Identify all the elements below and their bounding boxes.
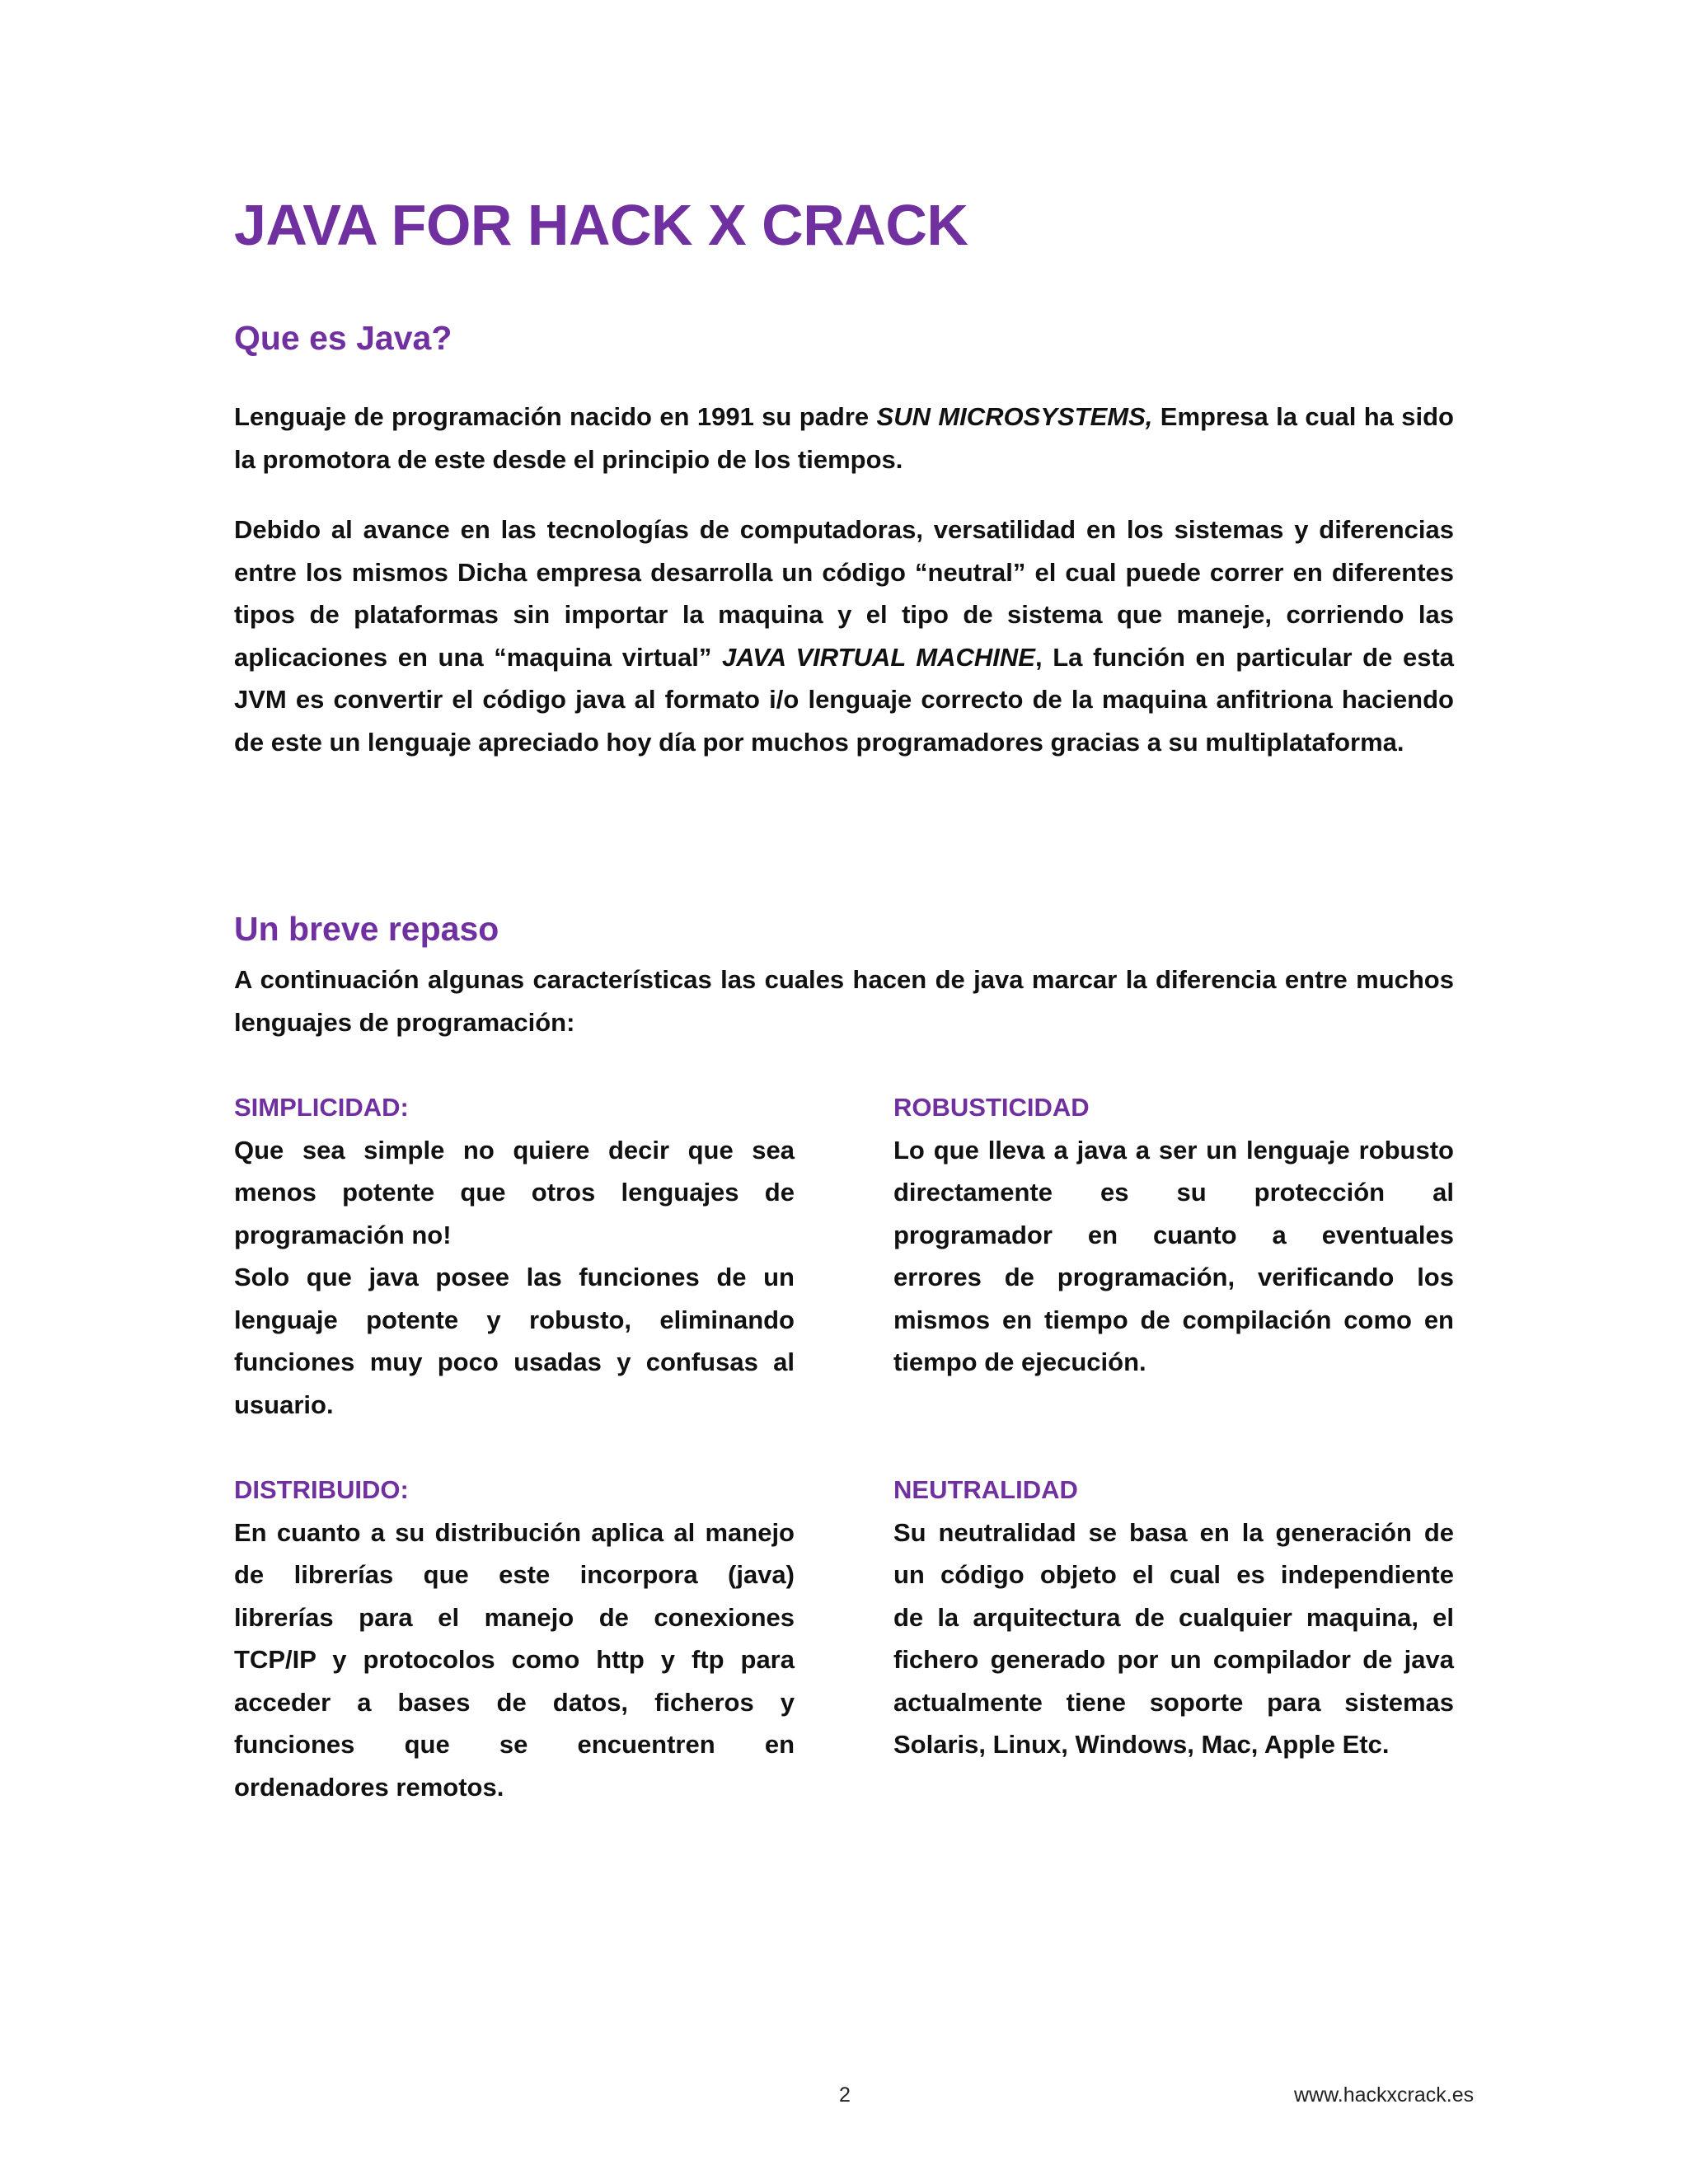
feature-body-distribuido (234, 1511, 795, 1809)
emphasis-sun-microsystems: SUN MICROSYSTEMS, (876, 402, 1153, 431)
text-line: Que sea simple no quiere decir que sea (234, 1135, 795, 1165)
text-run: Lenguaje de programación nacido en 1991 su padre (234, 402, 877, 431)
feature-title-robusticidad: ROBUSTICIDAD (893, 1093, 1090, 1122)
section-heading-breve-repaso: Un breve repaso (234, 910, 499, 948)
feature-neutralidad (893, 1469, 1454, 1766)
section-heading-que-es-java: Que es Java? (234, 319, 452, 357)
text-line: En cuanto a su distribución aplica al manejo (234, 1517, 795, 1547)
feature-title-neutralidad: NEUTRALIDAD (893, 1475, 1078, 1504)
feature-distribuido (234, 1469, 795, 1808)
feature-title-simplicidad: SIMPLICIDAD: (234, 1093, 409, 1122)
text-line: Su neutralidad se basa en la generación de (893, 1517, 1454, 1547)
text-line: Solo que java posee las funciones de un (234, 1263, 795, 1291)
text-line: actualmente tiene soporte para sistemas (893, 1687, 1454, 1717)
text-line: ordenadores remotos. (234, 1772, 504, 1802)
paragraph-intro-features: A continuación algunas características las cuales hacen de java marcar la diferencia entre muchos lenguajes de programación: (234, 965, 1454, 1037)
text-line: menos potente que otros lenguajes de (234, 1178, 795, 1207)
text-line: mismos en tiempo de compilación como en (893, 1305, 1454, 1334)
text-line: un código objeto el cual es independiente (893, 1560, 1454, 1589)
feature-simplicidad (234, 1086, 795, 1426)
emphasis-jvm: JAVA VIRTUAL MACHINE (721, 642, 1035, 672)
text-line: funciones muy poco usadas y confusas al (234, 1347, 795, 1376)
text-line: errores de programación, verificando los (893, 1263, 1454, 1291)
text-line: programación no! (234, 1220, 452, 1249)
text-line: fichero generado por un compilador de java (893, 1645, 1454, 1674)
feature-body-robusticidad (893, 1129, 1454, 1384)
feature-body-neutralidad (893, 1511, 1454, 1766)
text-line: Lo que lleva a java a ser un lenguaje robusto (893, 1135, 1454, 1165)
text-line: funciones que se encuentren en (234, 1730, 795, 1759)
page-number: 2 (839, 2083, 851, 2107)
feature-robusticidad (893, 1086, 1454, 1384)
text-run: Empresa la cual ha sido la promotora de este desde el principio de los tiempos. (234, 402, 1454, 474)
text-line: de la arquitectura de cualquier maquina, el (893, 1602, 1454, 1632)
document-title: JAVA FOR HACK X CRACK (234, 193, 968, 257)
footer-url: www.hackxcrack.es (1294, 2083, 1475, 2107)
text-run: , La función en particular de esta JVM es convertir el código java al formato i/o lenguaje correcto de la maquina anfitriona haciendo de este un lenguaje apreciado hoy día por muchos programadores gracias a su multiplataforma. (234, 642, 1455, 757)
text-line: Solaris, Linux, Windows, Mac, Apple Etc. (893, 1730, 1390, 1759)
text-line: lenguaje potente y robusto, eliminando (234, 1305, 795, 1334)
feature-title-distribuido: DISTRIBUIDO: (234, 1475, 409, 1504)
text-line: librerías para el manejo de conexiones (234, 1602, 795, 1632)
paragraph-java-neutral-code (234, 509, 1454, 763)
text-line: programador en cuanto a eventuales (893, 1220, 1454, 1249)
text-line: de librerías que este incorpora (java) (234, 1560, 795, 1589)
text-line: directamente es su protección al (893, 1178, 1454, 1207)
text-line: TCP/IP y protocolos como http y ftp para (234, 1645, 795, 1674)
text-run: Debido al avance en las tecnologías de computadoras, versatilidad en los sistemas y diferencias entre los mismos Dicha empresa desarrolla un código “neutral” el cual puede correr en diferentes tipos de plataformas sin importar la maquina y el tipo de sistema que maneje, corriendo las aplicaciones en una “maquina virtual” (234, 515, 1454, 672)
text-line: acceder a bases de datos, ficheros y (234, 1687, 795, 1717)
text-line: usuario. (234, 1390, 334, 1419)
paragraph-java-origin (234, 396, 1454, 480)
text-line: tiempo de ejecución. (893, 1347, 1146, 1376)
feature-body-simplicidad (234, 1129, 795, 1427)
